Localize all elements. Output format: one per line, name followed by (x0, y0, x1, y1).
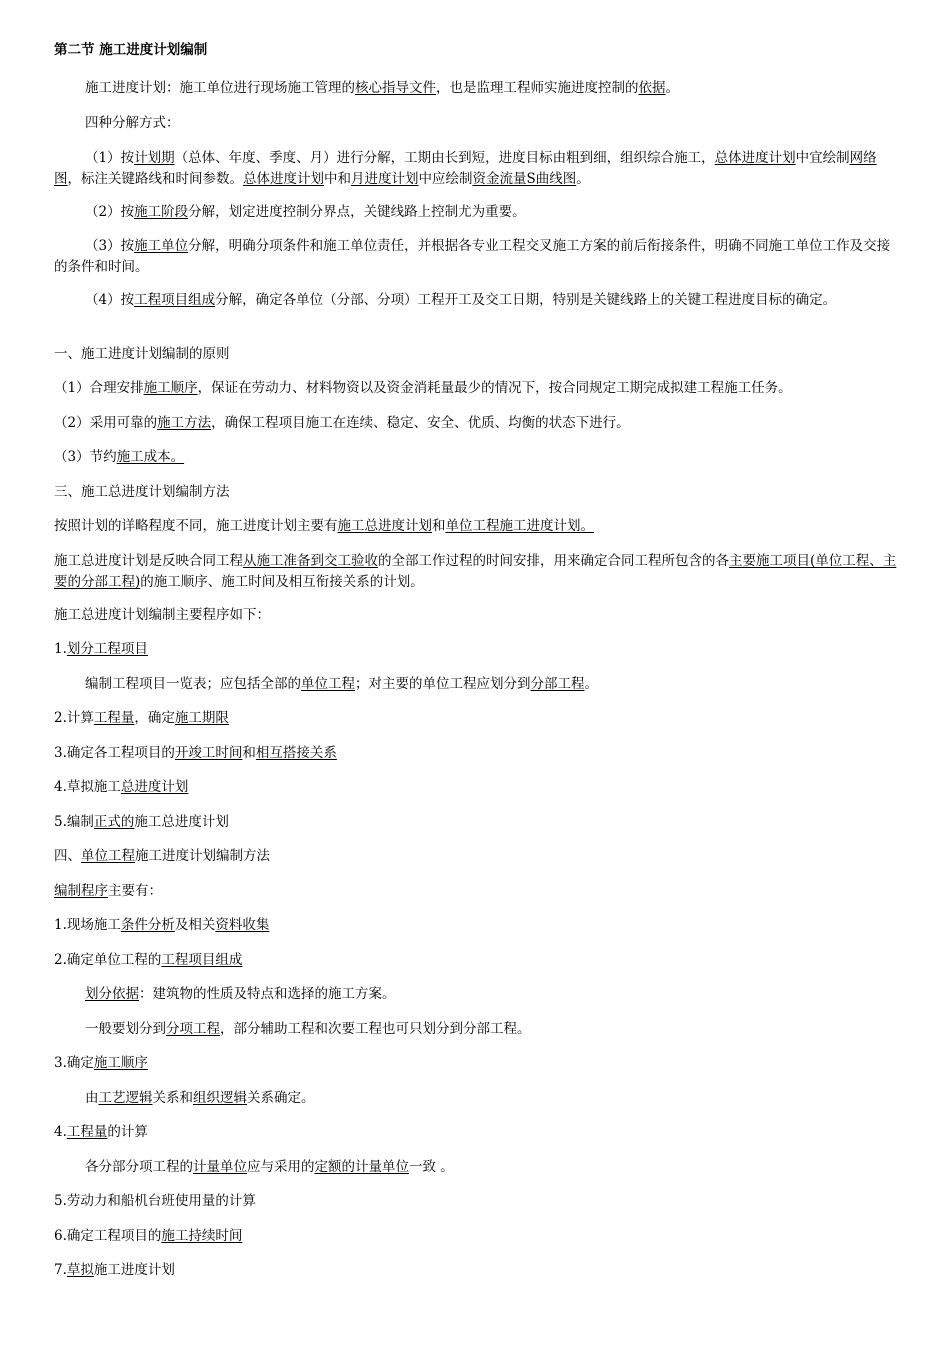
text-run: 施工进度计划编制方法 (135, 848, 270, 864)
text-run: 3.确定各工程项目的 (54, 745, 175, 761)
text-run: ，也是监理工程师实施进度控制的 (436, 80, 639, 96)
underlined-term: 工程项目组成 (161, 952, 243, 968)
underlined-term: 施工阶段 (134, 204, 189, 220)
list-item-10 (54, 1191, 900, 1212)
paragraph-6 (54, 290, 900, 311)
list-item-8 (54, 1053, 900, 1074)
underlined-term: 划分工程项目 (66, 641, 148, 657)
heading-overall-method (54, 482, 900, 503)
underlined-term: 工程项目组成 (134, 292, 216, 308)
paragraph-8 (54, 413, 900, 434)
underlined-term: 施工方法 (157, 415, 212, 431)
paragraph-11 (54, 551, 900, 593)
text-run: 及相关 (174, 917, 216, 933)
paragraph-2 (54, 113, 900, 134)
list-item-1 (54, 639, 900, 660)
list-item-11 (54, 1226, 900, 1247)
text-run: 6.确定工程项目的 (54, 1228, 162, 1244)
text-run: 关系确定。 (247, 1090, 315, 1106)
text-run: （3）节约 (54, 449, 117, 465)
text-run: （1）按 (85, 150, 135, 166)
underlined-term: 资金流量S曲线图 (472, 171, 577, 187)
paragraph-1 (54, 78, 900, 99)
text-run: 5.劳动力和船机台班使用量的计算 (54, 1193, 256, 1209)
text-run: ：建筑物的性质及特点和选择的施工方案。 (139, 986, 396, 1002)
underlined-term: 正式的 (93, 814, 135, 830)
heading-principles (54, 344, 900, 365)
underlined-term: 工程量 (66, 1124, 108, 1140)
text-run: ，确定 (134, 710, 175, 726)
underlined-term: 施工总进度计划 (337, 518, 432, 534)
text-run: 7. (54, 1262, 67, 1278)
list-item-6 (54, 915, 900, 936)
text-run: 关系和 (152, 1090, 193, 1106)
underlined-term: 组织逻辑 (193, 1090, 247, 1106)
text-run: 的全部工作过程的时间安排，用来确定合同工程所包含的各 (378, 553, 729, 569)
text-run: 2.计算 (54, 710, 94, 726)
text-run: 分解，确定各单位（分部、分项）工程开工及交工日期，特别是关键线路上的关键工程进度目标的确定。 (215, 292, 837, 308)
paragraph-9 (54, 447, 900, 468)
text-run: 施工总进度计划是反映合同工程 (54, 553, 243, 569)
paragraph-5 (54, 236, 900, 278)
paragraph-13 (54, 674, 900, 695)
underlined-term: 依据 (638, 80, 666, 96)
text-run: 应与采用的 (247, 1159, 315, 1175)
underlined-term: 核心指导文件 (355, 80, 436, 96)
paragraph-7 (54, 378, 900, 399)
paragraph-18 (54, 1157, 900, 1178)
text-run: 的计算 (107, 1124, 148, 1140)
text-run: （4）按 (85, 292, 135, 308)
underlined-term: 施工期限 (174, 710, 229, 726)
text-run: ，标注关键路线和时间参数。 (67, 171, 243, 187)
text-run: 1.现场施工 (54, 917, 121, 933)
underlined-term: 施工顺序 (93, 1055, 148, 1071)
text-run: 4. (54, 1124, 67, 1140)
text-run: ；对主要的单位工程应划分到 (355, 676, 531, 692)
text-run: 分解，明确分项条件和施工单位责任，并根据各专业工程交叉施工方案的前后衔接条件，明确不同施工单位工作及交接的条件和时间。 (54, 238, 891, 275)
text-run: 4.草拟施工 (54, 779, 121, 795)
text-run: 。 (665, 80, 679, 96)
text-run: 中应绘制 (418, 171, 473, 187)
underlined-term: 计量单位 (193, 1159, 247, 1175)
paragraph-14 (54, 881, 900, 902)
text-run: 。 (584, 676, 598, 692)
text-run: ，确保工程项目施工在连续、稳定、安全、优质、均衡的状态下进行。 (211, 415, 630, 431)
text-run: 和 (242, 745, 256, 761)
underlined-term: 资料收集 (215, 917, 270, 933)
text-run: 和 (432, 518, 446, 534)
underlined-term: 工艺逻辑 (98, 1090, 153, 1106)
paragraph-17 (54, 1088, 900, 1109)
underlined-term: 从施工准备到交工验收 (243, 553, 378, 569)
list-item-4 (54, 777, 900, 798)
text-run: 一般要划分到 (85, 1021, 166, 1037)
text-run: 施工总进度计划 (134, 814, 229, 830)
text-run: 施工进度计划：施工单位进行现场施工管理的 (85, 80, 355, 96)
text-run: 中宜绘制 (795, 150, 850, 166)
underlined-term: 计划期 (134, 150, 175, 166)
underlined-term: 单位工程施工进度计划。 (445, 518, 594, 534)
text-run: 2.确定单位工程的 (54, 952, 162, 968)
underlined-term: 单位工程 (301, 676, 355, 692)
underlined-term: 定额的计量单位 (314, 1159, 409, 1175)
paragraph-12 (54, 605, 900, 626)
underlined-term: 单位工程 (81, 848, 135, 864)
text-run: （2）采用可靠的 (54, 415, 158, 431)
underlined-term: 工程量 (93, 710, 135, 726)
list-item-9 (54, 1122, 900, 1143)
text-run: 1. (54, 641, 67, 657)
text-run: 按照计划的详略程度不同，施工进度计划主要有 (54, 518, 338, 534)
text-run: （3）按 (85, 238, 135, 254)
underlined-term: 施工成本。 (116, 449, 185, 465)
list-item-7 (54, 950, 900, 971)
text-run: 编制工程项目一览表；应包括全部的 (85, 676, 301, 692)
underlined-term: 分部工程 (530, 676, 585, 692)
text-run: 由 (85, 1090, 99, 1106)
underlined-term: 总体进度计划 (714, 150, 796, 166)
paragraph-16 (54, 1019, 900, 1040)
text-run: 施工总进度计划编制主要程序如下： (54, 607, 270, 623)
text-run: 一致 。 (409, 1159, 454, 1175)
text-run: （1）合理安排 (54, 380, 144, 396)
underlined-term: 主要施工项目(单位工程、主要的分部工程) (54, 553, 897, 590)
text-run: 。 (576, 171, 590, 187)
underlined-term: 划分依据 (85, 986, 139, 1002)
text-run: 施工进度计划 (93, 1262, 175, 1278)
underlined-term: 编制程序 (54, 883, 108, 899)
underlined-term: 总进度计划 (120, 779, 189, 795)
underlined-term: 总体进度计划 (243, 171, 324, 187)
underlined-term: 相互搭接关系 (255, 745, 337, 761)
list-item-2 (54, 708, 900, 729)
underlined-term: 分项工程 (166, 1021, 220, 1037)
text-run: ，保证在劳动力、材料物资以及资金消耗量最少的情况下，按合同规定工期完成拟建工程施工任务。 (197, 380, 792, 396)
heading-unit-method (54, 846, 900, 867)
list-item-5 (54, 812, 900, 833)
text-run: 主要有： (108, 883, 162, 899)
text-run: 各分部分项工程的 (85, 1159, 193, 1175)
text-run: （2）按 (85, 204, 135, 220)
paragraph-15 (54, 984, 900, 1005)
text-run: 分解，划定进度控制分界点，关键线路上控制尤为重要。 (188, 204, 526, 220)
text-run: （总体、年度、季度、月）进行分解，工期由长到短，进度目标由粗到细，组织综合施工， (174, 150, 715, 166)
text-run: 中和 (324, 171, 351, 187)
underlined-term: 月进度计划 (351, 171, 419, 187)
paragraph-10 (54, 516, 900, 537)
text-run: 5.编制 (54, 814, 94, 830)
underlined-term: 网络图 (54, 150, 877, 187)
text-run: 三、施工总进度计划编制方法 (54, 484, 230, 500)
text-run: 四、 (54, 848, 81, 864)
text-run: 一、施工进度计划编制的原则 (54, 346, 230, 362)
underlined-term: 施工单位 (134, 238, 189, 254)
text-run: ，部分辅助工程和次要工程也可只划分到分部工程。 (220, 1021, 531, 1037)
paragraph-4 (54, 202, 900, 223)
underlined-term: 施工顺序 (143, 380, 198, 396)
section-title: 第二节 施工进度计划编制 (54, 42, 208, 58)
text-run: 四种分解方式： (85, 115, 180, 131)
underlined-term: 条件分析 (120, 917, 175, 933)
text-run: 的施工顺序、施工时间及相互衔接关系的计划。 (140, 574, 424, 590)
paragraph-3 (54, 148, 900, 190)
list-item-3 (54, 743, 900, 764)
text-run: 3.确定 (54, 1055, 94, 1071)
underlined-term: 施工持续时间 (161, 1228, 243, 1244)
underlined-term: 草拟 (66, 1262, 94, 1278)
underlined-term: 开竣工时间 (174, 745, 243, 761)
list-item-12 (54, 1260, 900, 1281)
